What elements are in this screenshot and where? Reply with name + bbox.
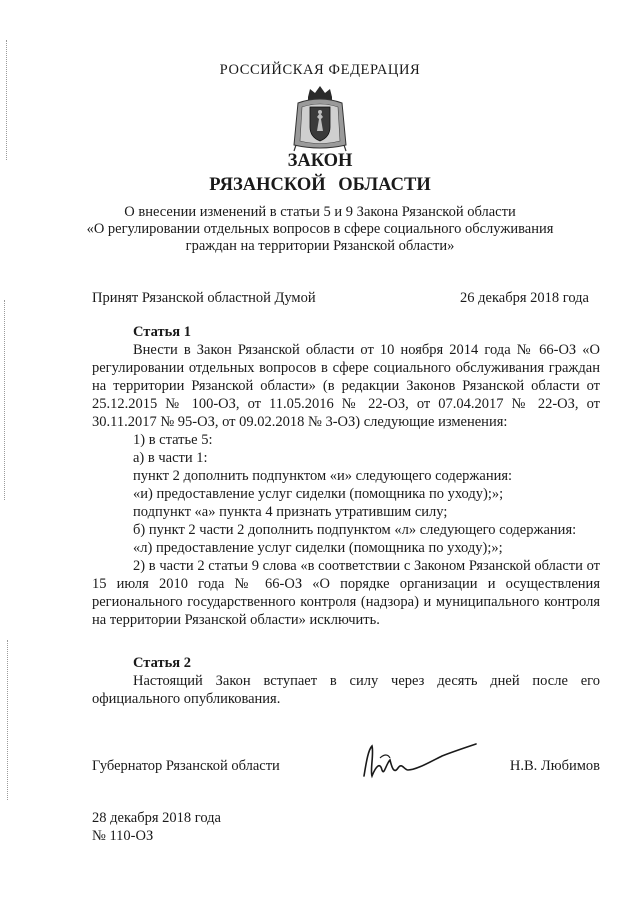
list-item: пункт 2 дополнить подпунктом «и» следующего содержания: xyxy=(133,468,513,484)
article-2-title: Статья 2 xyxy=(133,655,191,671)
article-1-title: Статья 1 xyxy=(133,324,191,340)
law-doc-type: ЗАКОН xyxy=(287,151,353,171)
handwritten-signature xyxy=(360,740,480,784)
law-region: РЯЗАНСКОЙ ОБЛАСТИ xyxy=(209,175,431,195)
scan-mark xyxy=(6,40,7,160)
subject-line: граждан на территории Рязанской области» xyxy=(185,238,455,254)
list-item: «л) предоставление услуг сиделки (помощника по уходу);»; xyxy=(133,540,503,556)
signing-date: 28 декабря 2018 года xyxy=(92,810,221,826)
list-item: «и) предоставление услуг сиделки (помощника по уходу);»; xyxy=(133,486,504,502)
list-item: б) пункт 2 части 2 дополнить подпунктом «л» следующего содержания: xyxy=(133,522,577,538)
article-2-text: Настоящий Закон вступает в силу через десять дней после его официального опубликования. xyxy=(92,673,600,707)
country-title: РОССИЙСКАЯ ФЕДЕРАЦИЯ xyxy=(219,62,421,78)
signature-block xyxy=(92,758,600,775)
law-title xyxy=(0,149,640,197)
article-1-intro: Внести в Закон Рязанской области от 10 ноября 2014 года № 66-ОЗ «О регулировании отдельных вопросов в сфере социального обслуживания граждан на территории Рязанской области» (в редакции Законов Рязанской области от 25.12.2015 № 100-ОЗ, от 11.05.2016 № 22-ОЗ, от 07.04.2017 № 22-ОЗ, от 30.11.2017 № 95-ОЗ, от 09.02.2018 № 3-ОЗ) следующие изменения: xyxy=(92,342,600,430)
adopting-body: Принят Рязанской областной Думой xyxy=(92,290,316,306)
article-2 xyxy=(92,654,600,708)
law-number: № 110-ОЗ xyxy=(92,828,154,844)
list-item: а) в части 1: xyxy=(133,450,208,466)
list-item: 1) в статье 5: xyxy=(133,432,213,448)
subject-line: «О регулировании отдельных вопросов в сфере социального обслуживания xyxy=(86,221,554,237)
adoption-date: 26 декабря 2018 года xyxy=(460,290,589,306)
article-1-item-2: 2) в части 2 статьи 9 слова «в соответствии с Законом Рязанской области от 15 июля 2010 года № 66-ОЗ «О порядке организации и осуществления регионального государственного контроля (надзора) и муниципального контроля на территории Рязанской области» исключить. xyxy=(92,558,600,628)
adoption-line xyxy=(92,290,589,307)
scan-mark xyxy=(7,640,8,800)
coat-of-arms-emblem xyxy=(292,83,348,153)
subject-line: О внесении изменений в статьи 5 и 9 Закона Рязанской области xyxy=(124,204,516,220)
scan-mark xyxy=(4,300,5,500)
law-footer xyxy=(92,809,221,845)
signer-name: Н.В. Любимов xyxy=(509,758,600,774)
signer-position: Губернатор Рязанской области xyxy=(92,758,280,774)
article-1 xyxy=(92,323,600,629)
list-item: подпункт «а» пункта 4 признать утратившим силу; xyxy=(133,504,448,520)
law-subject xyxy=(0,204,640,255)
